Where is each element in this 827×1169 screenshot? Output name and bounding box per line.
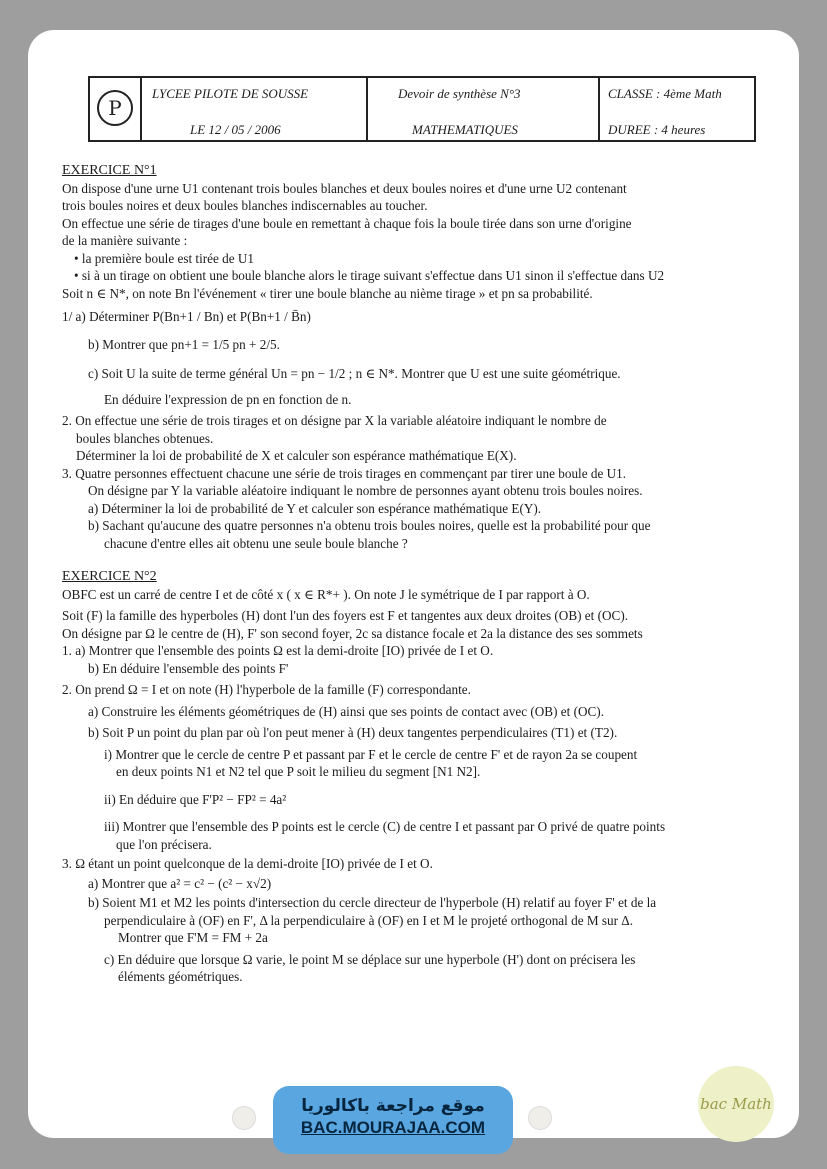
exam-subject: MATHEMATIQUES <box>412 122 518 137</box>
ex1-line: En déduire l'expression de pn en fonction de n. <box>104 391 352 407</box>
exam-content <box>62 160 792 986</box>
exam-header <box>88 76 756 142</box>
ex2-question: 2. On prend Ω = I et on note (H) l'hyperbole de la famille (F) correspondante. <box>62 682 471 697</box>
exercise1-title: EXERCICE N°1 <box>62 163 157 178</box>
ex2-question: b) Soient M1 et M2 les points d'intersection du cercle directeur de l'hyperbole (H) relatif au foyer F' et de la <box>88 895 657 910</box>
ex2-line: On désigne par Ω le centre de (H), F' son second foyer, 2c sa distance focale et 2a la distance des ses sommets <box>62 625 643 641</box>
ex1-line: On effectue une série de tirages d'une boule en remettant à chaque fois la boule tirée dans son urne d'origine <box>62 215 632 231</box>
ex2-question: i) Montrer que le cercle de centre P et passant par F et le cercle de centre F' et de rayon 2a se coupent <box>104 746 638 762</box>
bac-math-badge: bac Math <box>698 1066 774 1142</box>
header-divider <box>140 78 142 140</box>
ex2-line: Soit (F) la famille des hyperboles (H) dont l'un des foyers est F et tangentes aux deux droites (OB) et (OC). <box>62 608 629 623</box>
exam-date: LE 12 / 05 / 2006 <box>190 122 281 137</box>
ex1-question: 2. On effectue une série de trois tirages et on désigne par X la variable aléatoire indiquant le nombre de <box>62 413 607 428</box>
ex2-line: perpendiculaire à (OF) en F', Δ la perpendiculaire à (OF) en I et M le projeté orthogonal de M sur Δ. <box>104 912 634 928</box>
exam-duration: DUREE : 4 heures <box>608 122 706 137</box>
svg-text:P: P <box>108 96 122 120</box>
exam-class: CLASSE : 4ème Math <box>608 86 722 101</box>
ex2-question: 1. a) Montrer que l'ensemble des points Ω est la demi-droite [IO) privée de I et O. <box>62 643 494 658</box>
exercise2-title: EXERCICE N°2 <box>62 569 157 584</box>
ex1-question: c) Soit U la suite de terme général Un = pn − 1/2 ; n ∈ N*. Montrer que U est une suite géométrique. <box>88 366 621 381</box>
ex2-line: en deux points N1 et N2 tel que P soit le milieu du segment [N1 N2]. <box>116 764 481 779</box>
ex1-question: b) Sachant qu'aucune des quatre personnes n'a obtenu trois boules noires, quelle est la probabilité pour que <box>88 518 651 533</box>
site-logo-icon <box>528 1106 552 1130</box>
ex1-line: trois boules noires et deux boules blanches indiscernables au toucher. <box>62 198 428 213</box>
ex1-question: 3. Quatre personnes effectuent chacune une série de trois tirages en commençant par tirer une boule de U1. <box>62 465 627 481</box>
school-logo <box>96 88 134 128</box>
ex1-line: • la première boule est tirée de U1 <box>74 250 255 266</box>
ex2-question: c) En déduire que lorsque Ω varie, le point M se déplace sur une hyperbole (H') dont on précisera les <box>104 951 636 967</box>
ex2-question: a) Construire les éléments géométriques de (H) ainsi que ses points de contact avec (OB) et (OC). <box>88 703 604 719</box>
ex1-line: On désigne par Y la variable aléatoire indiquant le nombre de personnes ayant obtenu trois boules noires. <box>88 483 643 498</box>
ex1-line: • si à un tirage on obtient une boule blanche alors le tirage suivant s'effectue dans U1 sinon il s'effectue dans U2 <box>74 268 665 283</box>
ex1-line: Déterminer la loi de probabilité de X et calculer son espérance mathématique E(X). <box>76 448 517 463</box>
ex1-question: a) Déterminer la loi de probabilité de Y et calculer son espérance mathématique E(Y). <box>88 500 542 516</box>
ex2-question: 3. Ω étant un point quelconque de la demi-droite [IO) privée de I et O. <box>62 856 433 871</box>
site-name-arabic: موقع مراجعة باكالوريا <box>301 1096 485 1116</box>
ex2-line: Montrer que F'M = FM + 2a <box>118 930 268 945</box>
school-name: LYCEE PILOTE DE SOUSSE <box>152 86 309 101</box>
ex1-line: boules blanches obtenues. <box>76 430 214 446</box>
ex2-question: iii) Montrer que l'ensemble des P points est le cercle (C) de centre I et passant par O privé de quatre points <box>104 819 666 834</box>
ex1-question: b) Montrer que pn+1 = 1/5 pn + 2/5. <box>88 336 280 352</box>
header-divider <box>366 78 368 140</box>
header-divider <box>598 78 600 140</box>
exam-type: Devoir de synthèse N°3 <box>398 86 521 101</box>
site-banner[interactable] <box>273 1086 513 1154</box>
ex1-question: 1/ a) Déterminer P(Bn+1 / Bn) et P(Bn+1 / B̄n) <box>62 309 311 324</box>
ex1-line: chacune d'entre elles ait obtenu une seule boule blanche ? <box>104 535 408 551</box>
ex2-question: b) Soit P un point du plan par où l'on peut mener à (H) deux tangentes perpendiculaires (T1) et (T2). <box>88 725 618 740</box>
ex1-line: Soit n ∈ N*, on note Bn l'événement « tirer une boule blanche au nième tirage » et pn sa probabilité. <box>62 285 593 301</box>
ex2-line: OBFC est un carré de centre I et de côté x ( x ∈ R*+ ). On note J le symétrique de I par rapport à O. <box>62 586 590 602</box>
ex2-line: éléments géométriques. <box>118 969 243 984</box>
ex2-question: ii) En déduire que F'P² − FP² = 4a² <box>104 791 287 807</box>
ex2-question: b) En déduire l'ensemble des points F' <box>88 660 289 676</box>
ex2-question: a) Montrer que a² = c² − (c² − x√2) <box>88 875 272 891</box>
ex2-line: que l'on précisera. <box>116 836 212 852</box>
site-logo-icon <box>232 1106 256 1130</box>
ex1-line: de la manière suivante : <box>62 233 188 248</box>
ex1-line: On dispose d'une urne U1 contenant trois boules blanches et deux boules noires et d'une urne U2 contenant <box>62 180 627 196</box>
site-url-link[interactable]: BAC.MOURAJAA.COM <box>300 1118 486 1137</box>
